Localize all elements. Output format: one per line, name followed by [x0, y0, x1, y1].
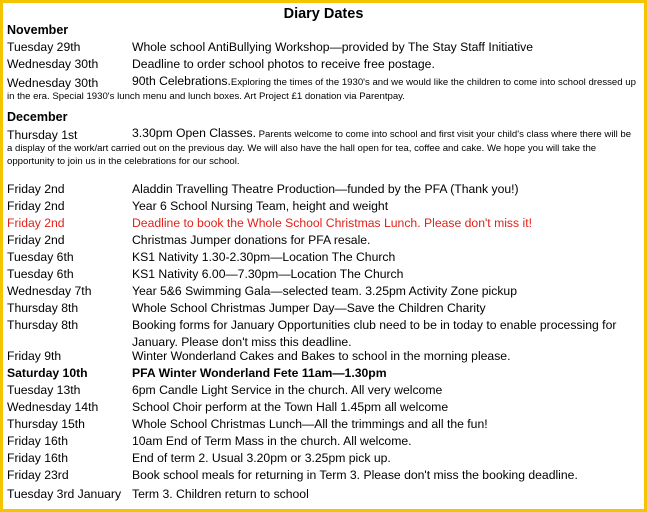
entry-lead: 90th Celebrations.	[132, 74, 231, 88]
month-heading-december: December	[7, 110, 68, 124]
entry-date: Tuesday 6th	[7, 267, 74, 281]
entry-text: 10am End of Term Mass in the church. All welcome.	[132, 434, 412, 448]
entry-date: Tuesday 29th	[7, 40, 81, 54]
entry-date: Saturday 10th	[7, 366, 88, 380]
entry-text: Christmas Jumper donations for PFA resale.	[132, 233, 371, 247]
entry-date: Tuesday 6th	[7, 250, 74, 264]
list-item	[7, 127, 638, 169]
entry-text: Term 3. Children return to school	[132, 487, 309, 501]
entry-text: Booking forms for January Opportunities club need to be in today to enable processing for January. Please don't miss this deadline.	[132, 318, 617, 349]
entry-date: Wednesday 7th	[7, 284, 92, 298]
entry-text: School Choir perform at the Town Hall 1.45pm all welcome	[132, 400, 449, 414]
list-item	[7, 75, 638, 103]
entry-date: Thursday 15th	[7, 417, 85, 431]
entry-text: Whole school AntiBullying Workshop—provided by The Stay Staff Initiative	[132, 40, 534, 54]
entry-lead: 3.30pm Open Classes.	[132, 126, 256, 140]
entry-date: Friday 9th	[7, 349, 62, 363]
entry-date: Thursday 8th	[7, 318, 79, 332]
entry-text: KS1 Nativity 6.00—7.30pm—Location The Church	[132, 267, 404, 281]
entry-text: Whole School Christmas Jumper Day—Save the Children Charity	[132, 301, 486, 315]
entry-text: Winter Wonderland Cakes and Bakes to school in the morning please.	[132, 349, 511, 363]
entry-date: Thursday 1st	[7, 128, 78, 142]
entry-text: PFA Winter Wonderland Fete 11am—1.30pm	[132, 366, 387, 380]
entry-text: Year 6 School Nursing Team, height and weight	[132, 199, 389, 213]
entry-date: Friday 16th	[7, 434, 68, 448]
entry-text: End of term 2. Usual 3.20pm or 3.25pm pick up.	[132, 451, 391, 465]
entry-text: Whole School Christmas Lunch—All the trimmings and all the fun!	[132, 417, 488, 431]
entry-date: Friday 2nd	[7, 216, 65, 230]
entry-date: Tuesday 3rd January	[7, 487, 122, 501]
entry-text: Parents welcome to come into school and first visit your child's class where there will be a display of the work/art carried out on the previous day. We will also have the hall open for tea, coffee and cake. We hope you will take the opportunity to join us in the celebrations for our school.	[7, 129, 632, 168]
entry-text: Book school meals for returning in Term 3. Please don't miss the booking deadline.	[132, 468, 578, 482]
entry-date: Friday 16th	[7, 451, 68, 465]
entry-text: Aladdin Travelling Theatre Production—funded by the PFA (Thank you!)	[132, 182, 519, 196]
entry-date: Wednesday 30th	[7, 57, 99, 71]
entry-date: Friday 23rd	[7, 468, 69, 482]
entry-text: Year 5&6 Swimming Gala—selected team. 3.25pm Activity Zone pickup	[132, 284, 517, 298]
entry-date: Thursday 8th	[7, 301, 79, 315]
entry-date: Wednesday 30th	[7, 76, 99, 90]
entry-date: Friday 2nd	[7, 199, 65, 213]
entry-text: Deadline to book the Whole School Christmas Lunch. Please don't miss it!	[132, 216, 532, 230]
entry-date: Friday 2nd	[7, 182, 65, 196]
month-heading-november: November	[7, 23, 69, 37]
entry-date: Wednesday 14th	[7, 400, 99, 414]
entry-text: Deadline to order school photos to receive free postage.	[132, 57, 435, 71]
entry-text: Exploring the times of the 1930's and we would like the children to come into school dressed up in the era. Special 1930's lunch menu and lunch boxes. Art Project £1 donation via Parentpay.	[7, 77, 636, 102]
page-title: Diary Dates	[283, 6, 364, 22]
entry-date: Tuesday 13th	[7, 383, 81, 397]
entry-text: 6pm Candle Light Service in the church. All very welcome	[132, 383, 443, 397]
entry-date: Friday 2nd	[7, 233, 65, 247]
entry-text: KS1 Nativity 1.30-2.30pm—Location The Church	[132, 250, 396, 264]
